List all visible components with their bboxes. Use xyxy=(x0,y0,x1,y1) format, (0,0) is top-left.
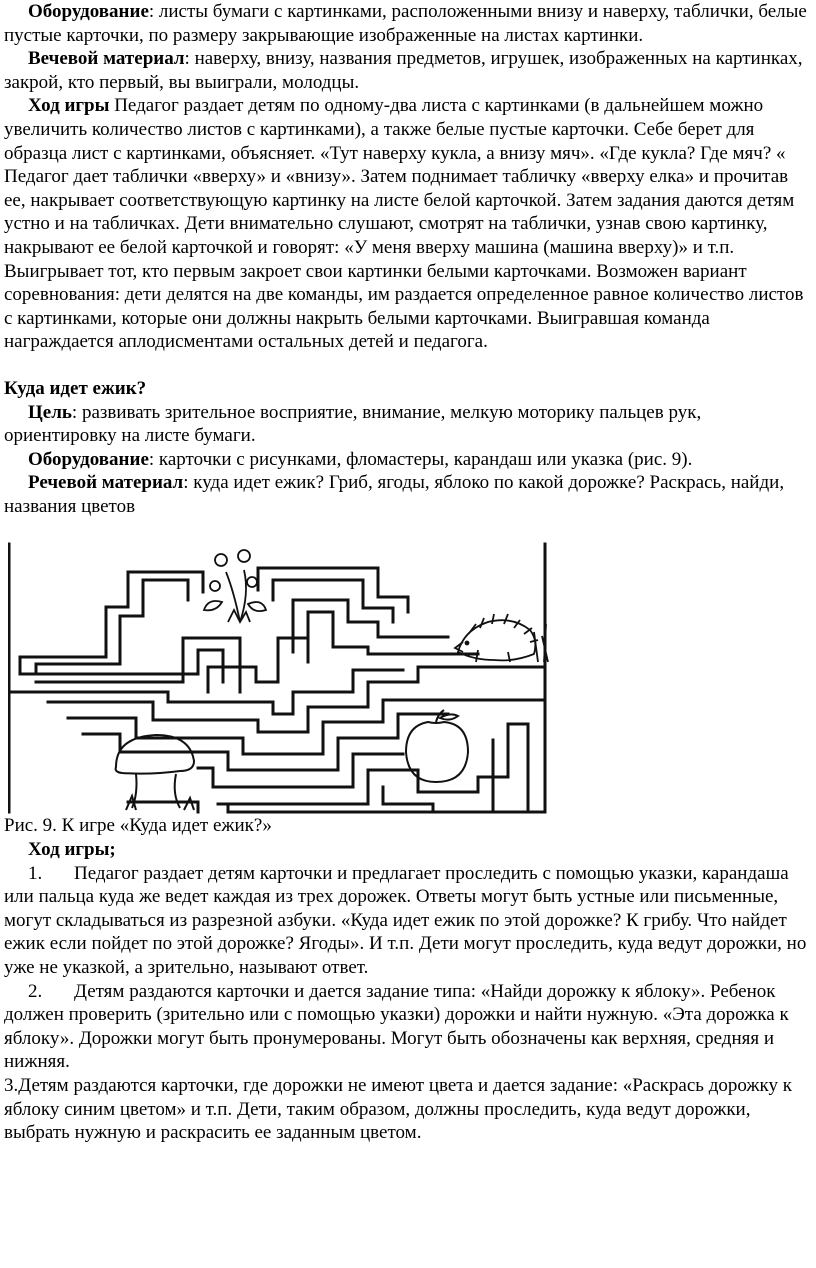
figure-caption: Рис. 9. К игре «Куда идет ежик?» xyxy=(4,815,272,837)
mushroom-icon xyxy=(116,735,194,810)
maze-drawing xyxy=(8,542,553,814)
list-item: 2. Детям раздаются карточки и дается задание типа: «Найди дорожку к яблоку». Ребенок должен проверить (зрительно или с помощью указки) дорожки и найти нужную. «Эта дорожка к яблоку». Дорожки могут быть пронумерованы. Могут быть обозначены как верхняя, средняя и нижняя. xyxy=(4,980,789,1073)
maze-figure xyxy=(8,542,553,814)
term: Ход игры xyxy=(28,95,110,117)
paragraph-equipment-2: Оборудование: карточки с рисунками, фломастеры, карандаш или указка (рис. 9). xyxy=(28,448,693,470)
maze-paths xyxy=(9,544,545,812)
term: Оборудование xyxy=(28,1,149,22)
paragraph-goal: Цель: развивать зрительное восприятие, внимание, мелкую моторику пальцев рук, ориентировку на листе бумаги. xyxy=(4,401,702,447)
term: Цель xyxy=(28,401,72,423)
section-heading: Куда идет ежик? xyxy=(4,377,147,399)
paragraph-speech-material-2: Речевой материал: куда идет ежик? Гриб, ягоды, яблоко по какой дорожке? Раскрась, найди, названия цветов xyxy=(4,472,785,517)
paragraph-game-course: Ход игры Педагог раздает детям по одному-два листа с картинками (в дальнейшем можно увеличить количество листов с картинками), а также белые пустые карточки. Себе берет для образца лист с картинками, объясняет. «Тут наверху кукла, а внизу мяч». «Где кукла? Где мяч? « Педагог дает таблички «вверху» и «внизу». Затем поднимает табличку «вверху елка» и прочитав ее, накрывает соответствующую картинку на листе белой карточкой. Затем задания даются детям устно и на табличках. Дети внимательно слушают, смотрят на таблички, узнав свою картинку, накрывают ее белой карточкой и говорят: «У меня вверху машина (машина вверху)» и т.п. Выигрывает тот, кто первым закроет свои картинки белыми карточками. Возможен вариант соревнования: дети делятся на две команды, им раздается определенное равное количество листов с картинками, которые они должны накрыть белыми карточками. Выигравшая команда награждается аплодисментами остальных детей и педагога. xyxy=(4,95,804,353)
list-item: 1. Педагог раздает детям карточки и предлагает проследить с помощью указки, карандаша или пальца куда же ведет каждая из трех дорожек. Ответы могут быть устные или письменные, могут складываться из разрезной азбуки. «Куда идет ежик по этой дорожке? К грибу. Что найдет ежик если пойдет по этой дорожке? Ягоды». И т.п. Дети могут проследить, куда ведут дорожки, но уже не указкой, а зрительно, называют ответ. xyxy=(4,862,807,979)
game-course-heading: Ход игры; xyxy=(28,839,116,861)
paragraph-speech-material: Вечевой материал: наверху, внизу, названия предметов, игрушек, изображенных на картинках, закрой, кто первый, вы выиграли, молодцы. xyxy=(4,48,803,93)
list-item: 3.Детям раздаются карточки, где дорожки не имеют цвета и дается задание: «Раскрась дорожку к яблоку синим цветом» и т.п. Дети, таким образом, должны проследить, куда ведут дорожки, выбрать нужную и раскрасить ее заданным цветом. xyxy=(4,1075,792,1144)
term: Речевой материал xyxy=(28,472,184,494)
document-page xyxy=(4,0,810,1145)
spacer xyxy=(4,354,810,377)
term: Вечевой материал xyxy=(28,48,185,70)
paragraph-equipment: Оборудование: листы бумаги с картинками, расположенными внизу и наверху, таблички, белые пустые карточки, по размеру закрывающие изображенные на листах картинки. xyxy=(4,1,807,46)
term: Оборудование xyxy=(28,448,149,470)
